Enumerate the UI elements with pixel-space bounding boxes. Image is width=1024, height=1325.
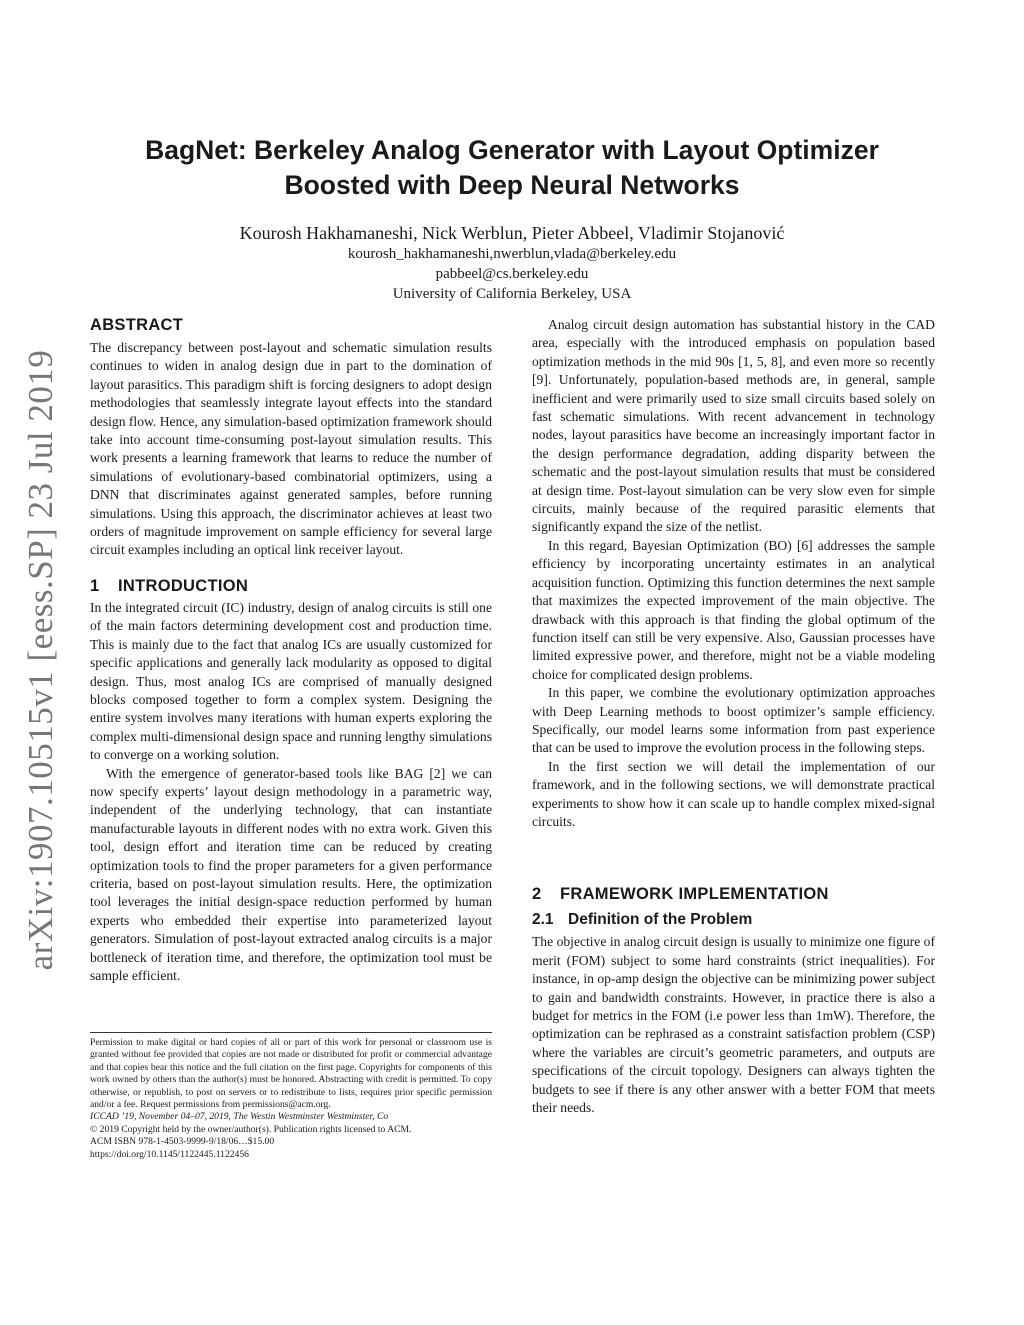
author-block xyxy=(100,222,924,304)
section-1-heading xyxy=(90,575,492,597)
author-affiliation: University of California Berkeley, USA xyxy=(392,286,632,302)
problem-definition-paragraph: The objective in analog circuit design is usually to minimize one figure of merit (FOM) subject to some hard constraints (strict inequalities). For instance, in op-amp design the objective can be minimizing power subject to gain and bandwidth constraints. However, in practice there is also a budget for metrics in the FOM (i.e power less than 1mW). Therefore, the optimization can be rephrased as a constraint satisfaction problem (CSP) where the variables are circuit’s geometric parameters, and outputs are specifications of the circuit topology. Designers can always tighten the budgets to see if there is any other answer with a better FOM that meets their needs. xyxy=(532,934,935,1116)
author-email-1: kourosh_hakhamaneshi,nwerblun,vlada@berkeley.edu xyxy=(347,246,677,262)
author-names: Kourosh Hakhamaneshi, Nick Werblun, Pieter Abbeel, Vladimir Stojanović xyxy=(239,223,785,243)
author-email-2: pabbeel@cs.berkeley.edu xyxy=(435,266,589,282)
title-line-2: Boosted with Deep Neural Networks xyxy=(284,170,740,200)
arxiv-identifier: arXiv:1907.10515v1 [eess.SP] 23 Jul 2019 xyxy=(21,349,60,971)
subsection-2-1-number: 2.1 xyxy=(532,911,554,929)
venue-line: ICCAD ’19, November 04–07, 2019, The Westin Westminster Westminster, Co xyxy=(90,1111,389,1123)
copyright-line: © 2019 Copyright held by the owner/author(s). Publication rights licensed to ACM. xyxy=(90,1123,412,1135)
intro-paragraph-5: In this paper, we combine the evolutionary optimization approaches with Deep Learning methods to boost optimizer’s sample efficiency. Specifically, our model learns some information from past experience that can be used to improve the evolution process in the following steps. xyxy=(532,685,935,756)
intro-paragraph-2: With the emergence of generator-based tools like BAG [2] we can now specify experts’ layout design methodology in a parametric way, independent of the underlying technology, that can instantiate manufacturable layouts in different nodes with no extra work. Given this tool, design effort and iteration time can be reduced by creating optimization tools to find the proper parameters for a given performance criteria, based on post-layout simulation results. Here, the optimization tool leverages the initial design-space reduction performed by human experts who embedded their expertise into parameterized layout generators. Simulation of post-layout extracted analog circuits is a major bottleneck of iteration time, and therefore, the optimization tool must be sample efficient. xyxy=(90,765,492,983)
paper-title xyxy=(100,133,924,203)
subsection-2-1-heading xyxy=(532,909,935,931)
abstract-heading: ABSTRACT xyxy=(90,316,184,334)
section-1-title: INTRODUCTION xyxy=(118,576,249,595)
intro-paragraph-3: Analog circuit design automation has substantial history in the CAD area, especially with the introduced emphasis on population based optimization methods in the mid 90s [1, 5, 8], and even more so recently [9]. Unfortunately, population-based methods are, in general, sample inefficient and were primarily used to size small circuits based solely on fast schematic simulations. With recent advancement in technology nodes, layout parasitics have become an increasingly important factor in the design performance degradation, adding disparity between the schematic and the post-layout simulation results that must be considered at design time. Post-layout simulation can be very slow even for simple circuits, mainly because of the required parasitic elements that significantly expand the size of the netlist. xyxy=(532,317,935,535)
doi-line: https://doi.org/10.1145/1122445.1122456 xyxy=(90,1148,249,1160)
section-1-number: 1 xyxy=(90,576,100,595)
intro-paragraph-6: In the first section we will detail the implementation of our framework, and in the following sections, we will demonstrate practical experiments to show how it can scale up to handle complex mixed-signal circuits. xyxy=(532,758,935,829)
left-column xyxy=(90,314,492,985)
section-2-heading xyxy=(532,883,935,905)
section-2-number: 2 xyxy=(532,885,542,904)
arxiv-sidebar-stamp xyxy=(20,349,62,971)
right-column xyxy=(532,316,935,1117)
intro-paragraph-1: In the integrated circuit (IC) industry, design of analog circuits is still one of the main factors determining development cost and production time. This is mainly due to the fact that analog ICs are usually customized for specific applications and generally lack modularity as opposed to digital design. Thus, most analog ICs are comprised of manually designed blocks composed together to form a complex system. Designing the entire system involves many iterations with human experts exploring the complex multi-dimensional design space and running lengthy simulations to converge on a working solution. xyxy=(90,599,492,763)
permission-notice: Permission to make digital or hard copies of all or part of this work for personal or classroom use is granted without fee provided that copies are not made or distributed for profit or commercial advantage and that copies bear this notice and the full citation on the first page. Copyrights for components of this work owned by others than the author(s) must be honored. Abstracting with credit is permitted. To copy otherwise, or republish, to post on servers or to redistribute to lists, requires prior specific permission and/or a fee. Request permissions from permissions@acm.org. xyxy=(90,1037,492,1111)
isbn-line: ACM ISBN 978-1-4503-9999-9/18/06…$15.00 xyxy=(90,1136,275,1148)
intro-paragraph-4: In this regard, Bayesian Optimization (BO) [6] addresses the sample efficiency by incorporating uncertainty estimates in an analytical acquisition function. Optimizing this function determines the next sample that maximizes the expected improvement of the main objective. The drawback with this approach is that finding the global optimum of the function itself can still be very expensive. Also, Gaussian processes have limited expressive power, and therefore, might not be a viable modeling choice for complicated design problems. xyxy=(532,537,935,682)
title-line-1: BagNet: Berkeley Analog Generator with Layout Optimizer xyxy=(145,135,879,165)
acm-footnote xyxy=(90,1032,492,1161)
abstract-text: The discrepancy between post-layout and schematic simulation results continues to widen in analog design due in part to the domination of layout parasitics. This paradigm shift is forcing designers to adopt design methodologies that seamlessly integrate layout effects into the standard design flow. Hence, any simulation-based optimization framework should take into account time-consuming post-layout simulation results. This work presents a learning framework that learns to reduce the number of simulations of evolutionary-based combinatorial optimizers, using a DNN that discriminates against generated samples, before running simulations. Using this approach, the discriminator achieves at least two orders of magnitude improvement on sample efficiency for several large circuit examples including an optical link receiver layout. xyxy=(90,340,492,558)
subsection-2-1-title: Definition of the Problem xyxy=(568,911,753,929)
section-2-title: FRAMEWORK IMPLEMENTATION xyxy=(560,885,829,904)
